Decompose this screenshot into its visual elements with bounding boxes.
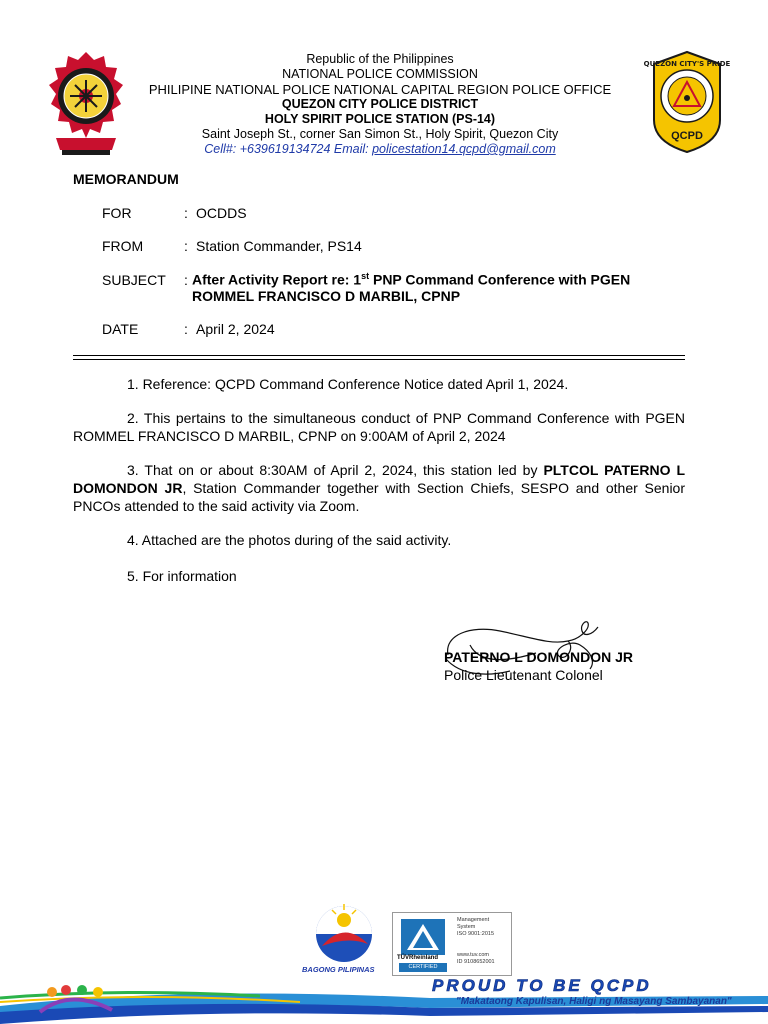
- paragraph-4-text: 4. Attached are the photos during of the said activity.: [127, 532, 452, 548]
- header-address: Saint Joseph St., corner San Simon St., Holy Spirit, Quezon City: [201, 127, 559, 141]
- divider-rule: [73, 355, 685, 356]
- subject-part-a: After Activity Report re: 1: [192, 271, 362, 288]
- proud-to-be-qcpd-slogan: PROUD TO BE QCPD: [432, 976, 652, 995]
- qcpd-badge-logo: [643, 50, 731, 154]
- iso-certification: [392, 912, 512, 976]
- signatory-name: PATERNO L DOMONDON JR: [444, 649, 634, 665]
- subject-colon: :: [184, 272, 188, 288]
- subject-sup: st: [361, 271, 370, 281]
- paragraph-3-text-b: , Station Commander together with Section Chiefs, SESPO and other Senior PNCOs attended to the said activity via Zoom.: [73, 480, 686, 514]
- paragraph-5: [73, 567, 685, 585]
- contact-prefix: Cell#: +639619134724 Email:: [204, 142, 373, 156]
- paragraph-3-commander: PLTCOL PATERNO L DOMONDON JR: [73, 462, 685, 496]
- paragraph-2-text: 2. This pertains to the simultaneous conduct of PNP Command Conference with PGEN ROMMEL FRANCISCO D MARBIL, CPNP on 9:00AM of April 2, 2024: [73, 410, 685, 444]
- paragraph-3: [73, 461, 685, 515]
- paragraph-5-text: 5. For information: [127, 568, 237, 584]
- tuv-certified: CERTIFIED: [399, 963, 447, 972]
- header-qcpd: QUEZON CITY POLICE DISTRICT: [281, 97, 479, 111]
- for-colon: :: [184, 205, 188, 221]
- badge-bottom-text: QCPD: [671, 130, 703, 142]
- iso-line-3: ISO 9001:2015: [457, 931, 495, 937]
- paragraph-1-text: 1. Reference: QCPD Command Conference Notice dated April 1, 2024.: [127, 376, 569, 392]
- date-label: DATE: [102, 321, 139, 337]
- tuv-name: TÜVRheinland: [397, 955, 439, 961]
- subject-label: SUBJECT: [102, 272, 166, 288]
- header-contact: [110, 142, 650, 157]
- for-value: OCDDS: [196, 205, 247, 221]
- bagong-pilipinas-label: BAGONG PILIPINAS: [302, 965, 375, 974]
- header-napolcom: NATIONAL POLICE COMMISSION: [282, 67, 478, 81]
- from-colon: :: [184, 238, 188, 254]
- from-value: Station Commander, PS14: [196, 238, 362, 254]
- iso-line-5: ID 9108652001: [457, 959, 495, 965]
- letterhead: [110, 52, 650, 157]
- date-colon: :: [184, 321, 188, 337]
- subject-part-b: PNP Command Conference with PGEN: [369, 271, 631, 288]
- subject-line2: ROMMEL FRANCISCO D MARBIL, CPNP: [192, 288, 461, 304]
- iso-line-1: Management: [457, 917, 490, 923]
- divider-rule-thin: [73, 359, 685, 360]
- paragraph-2: [73, 409, 685, 445]
- email-link[interactable]: policestation14.qcpd@gmail.com: [372, 142, 556, 156]
- from-label: FROM: [102, 238, 144, 254]
- header-station: HOLY SPIRIT POLICE STATION (PS-14): [264, 112, 496, 126]
- iso-line-4: www.tuv.com: [457, 952, 489, 958]
- header-pnp-ncrpo: PHILIPINE NATIONAL POLICE NATIONAL CAPITAL REGION POLICE OFFICE: [148, 82, 612, 97]
- signatory-rank: Police Lieutenant Colonel: [444, 667, 603, 683]
- qcpd-motto: "Makataong Kapulisan, Haligi ng Masayang Sambayanan": [456, 996, 732, 1007]
- date-value: April 2, 2024: [196, 321, 275, 337]
- iso-details: [457, 917, 495, 966]
- paragraph-3-text-a: 3. That on or about 8:30AM of April 2, 2024, this station led by: [127, 462, 544, 478]
- for-label: FOR: [102, 205, 132, 221]
- memo-title: MEMORANDUM: [73, 171, 179, 187]
- bagong-pilipinas-logo: [308, 900, 380, 964]
- paragraph-4: [73, 531, 685, 549]
- tuv-triangle-icon: [401, 919, 445, 955]
- paragraph-1: [73, 375, 685, 393]
- badge-top-text: QUEZON CITY'S PRIDE: [643, 60, 731, 68]
- header-republic: Republic of the Philippines: [306, 52, 454, 66]
- subject-line1: [192, 271, 630, 288]
- iso-line-2: System: [457, 924, 476, 930]
